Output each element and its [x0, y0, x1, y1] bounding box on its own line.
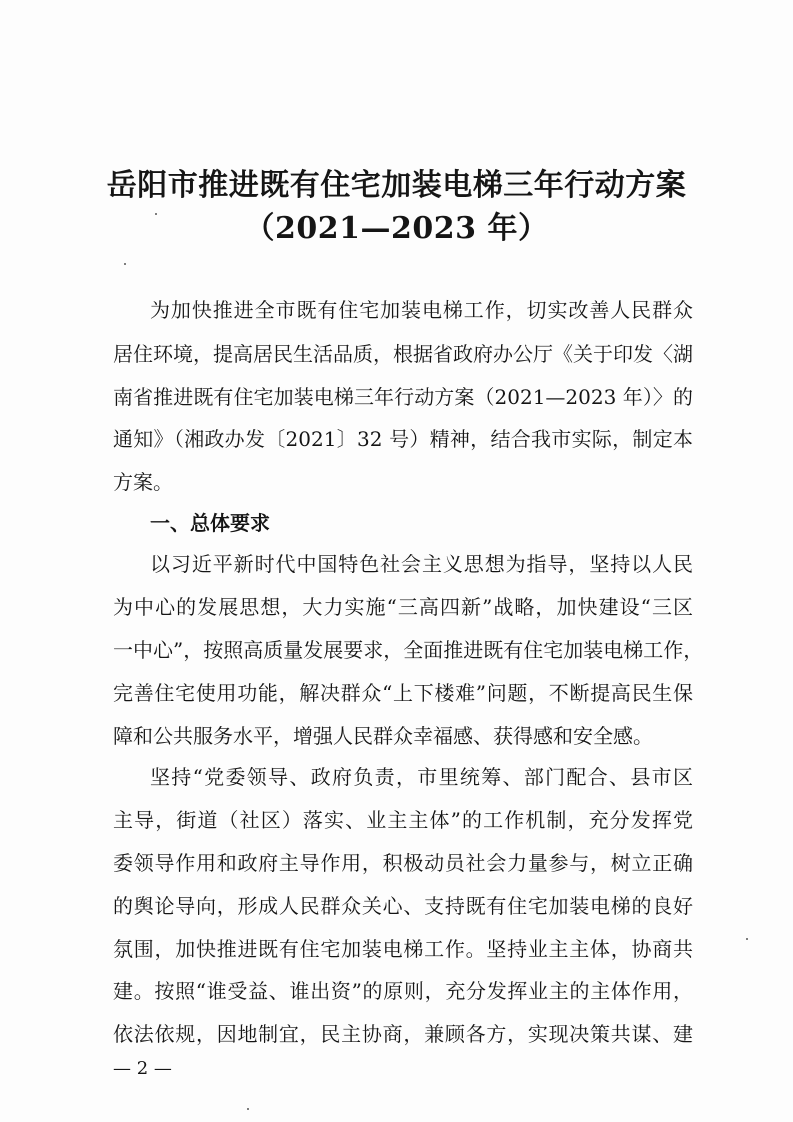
paragraph-line: 坚持“党委领导、政府负责，市里统筹、部门配合、县市区: [150, 765, 693, 789]
scan-speck: [247, 1108, 249, 1110]
paragraph-line: 建。按照“谁受益、谁出资”的原则，充分发挥业主的主体作用，: [113, 979, 693, 1003]
paragraph-line: 方案。: [113, 470, 173, 494]
paragraph-line: 为中心的发展思想，大力实施“三高四新”战略，加快建设“三区: [113, 595, 693, 619]
paragraph-line: 居住环境，提高居民生活品质，根据省政府办公厅《关于印发〈湖: [113, 342, 693, 366]
page-number: — 2 —: [113, 1058, 172, 1079]
paragraph-line: 通知》（湘政办发〔2021〕32 号）精神，结合我市实际，制定本: [113, 427, 693, 451]
paragraph-line: 依法依规，因地制宜，民主协商，兼顾各方，实现决策共谋、建: [113, 1022, 693, 1046]
scan-speck: [124, 263, 126, 265]
paragraph-line: 委领导作用和政府主导作用，积极动员社会力量参与，树立正确: [113, 851, 693, 875]
section-heading: 一、总体要求: [150, 511, 270, 535]
paragraph-line: 为加快推进全市既有住宅加装电梯工作，切实改善人民群众: [150, 298, 693, 322]
paragraph-line: 主导，街道（社区）落实、业主主体”的工作机制，充分发挥党: [113, 808, 693, 832]
paragraph-line: 完善住宅使用功能，解决群众“上下楼难”问题，不断提高民生保: [113, 681, 693, 705]
paragraph-line: 障和公共服务水平，增强人民群众幸福感、获得感和安全感。: [113, 724, 653, 748]
paragraph-line: 氛围，加快推进既有住宅加装电梯工作。坚持业主主体，协商共: [113, 937, 693, 961]
paragraph-line: 一中心”，按照高质量发展要求，全面推进既有住宅加装电梯工作，: [113, 638, 704, 662]
paragraph-line: 以习近平新时代中国特色社会主义思想为指导，坚持以人民: [150, 552, 693, 576]
paragraph-line: 南省推进既有住宅加装电梯三年行动方案（2021—2023 年）〉的: [113, 385, 693, 409]
document-title-years: （2021—2023 年）: [244, 211, 549, 246]
scan-speck: [155, 213, 157, 215]
document-title: 岳阳市推进既有住宅加装电梯三年行动方案: [106, 168, 687, 203]
scan-speck: [746, 938, 748, 940]
paragraph-line: 的舆论导向，形成人民群众关心、支持既有住宅加装电梯的良好: [113, 894, 693, 918]
